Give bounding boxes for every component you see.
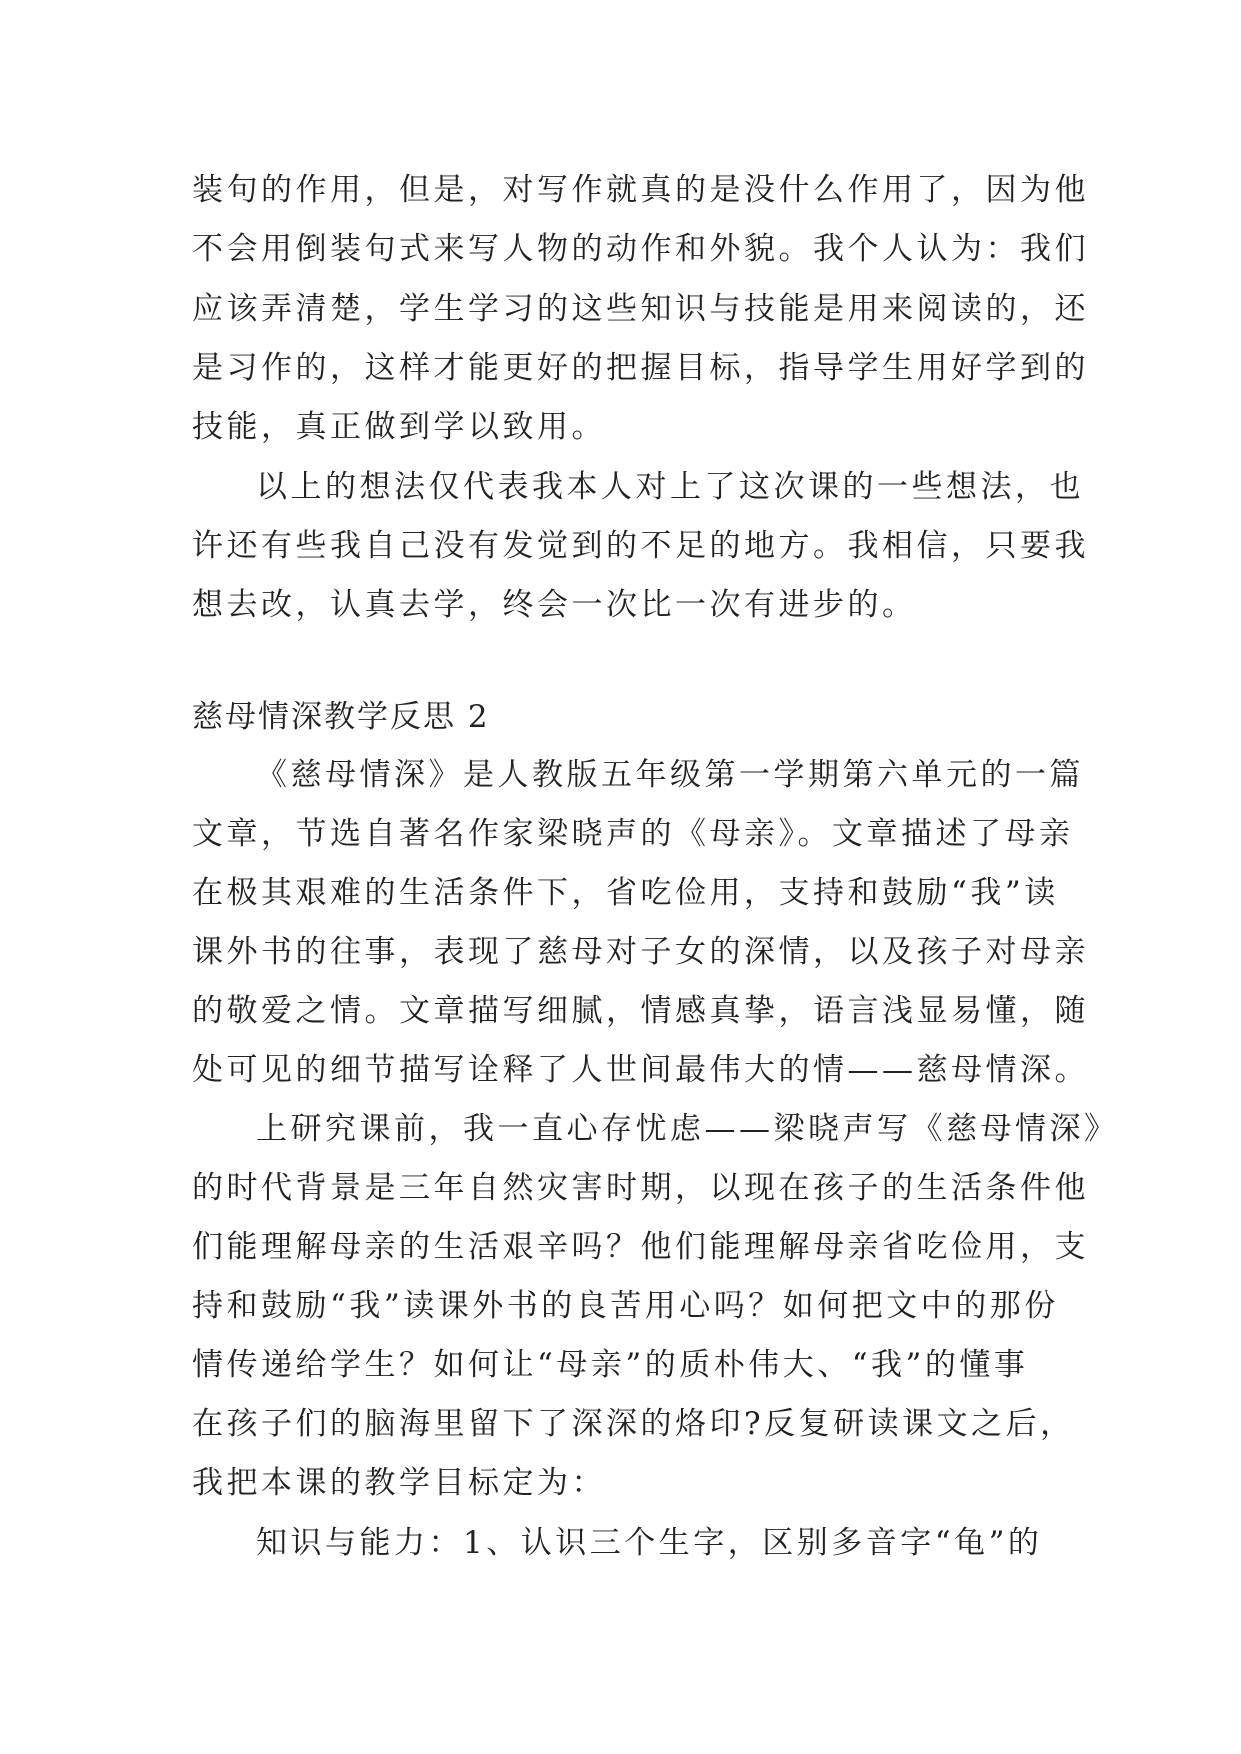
paragraph-1-line-1: 装句的作用，但是，对写作就真的是没什么作用了，因为他 [192,172,1089,208]
paragraph-3-line-1: 《慈母情深》是人教版五年级第一学期第六单元的一篇 [256,757,1084,793]
paragraph-1-line-5: 技能，真正做到学以致用。 [192,409,606,445]
paragraph-4-line-4: 持和鼓励“我”读课外书的良苦用心吗？如何把文中的那份 [192,1288,1059,1324]
paragraph-4-line-5: 情传递给学生？如何让“母亲”的质朴伟大、“我”的懂事 [192,1347,1029,1383]
paragraph-2-line-1: 以上的想法仅代表我本人对上了这次课的一些想法，也 [256,469,1084,505]
paragraph-2-line-3: 想去改，认真去学，终会一次比一次有进步的。 [192,587,917,623]
paragraph-4-line-7: 我把本课的教学目标定为： [192,1465,606,1501]
paragraph-3-line-2: 文章，节选自著名作家梁晓声的《母亲》。文章描述了母亲 [192,816,1074,852]
paragraph-4-line-1: 上研究课前，我一直心存忧虑——梁晓声写《慈母情深》 [256,1111,1119,1147]
paragraph-3-line-5: 的敬爱之情。文章描写细腻，情感真挚，语言浅显易懂，随 [192,993,1089,1029]
paragraph-3-line-6: 处可见的细节描写诠释了人世间最伟大的情——慈母情深。 [192,1052,1089,1088]
paragraph-3-line-4: 课外书的往事，表现了慈母对子女的深情，以及孩子对母亲 [192,934,1089,970]
paragraph-4-line-3: 们能理解母亲的生活艰辛吗？他们能理解母亲省吃俭用，支 [192,1229,1089,1265]
section-title: 慈母情深教学反思 2 [192,699,490,735]
paragraph-1-line-3: 应该弄清楚，学生学习的这些知识与技能是用来阅读的，还 [192,291,1089,327]
paragraph-1-line-4: 是习作的，这样才能更好的把握目标，指导学生用好学到的 [192,350,1089,386]
paragraph-1-line-2: 不会用倒装句式来写人物的动作和外貌。我个人认为：我们 [192,231,1089,267]
paragraph-4-line-6: 在孩子们的脑海里留下了深深的烙印?反复研读课文之后， [192,1406,1075,1442]
paragraph-5-line-1: 知识与能力：1、认识三个生字，区别多音字“龟”的 [256,1525,1043,1561]
paragraph-2-line-2: 许还有些我自己没有发觉到的不足的地方。我相信，只要我 [192,528,1089,564]
paragraph-3-line-3: 在极其艰难的生活条件下，省吃俭用，支持和鼓励“我”读 [192,875,1059,911]
paragraph-4-line-2: 的时代背景是三年自然灾害时期，以现在孩子的生活条件他 [192,1170,1089,1206]
